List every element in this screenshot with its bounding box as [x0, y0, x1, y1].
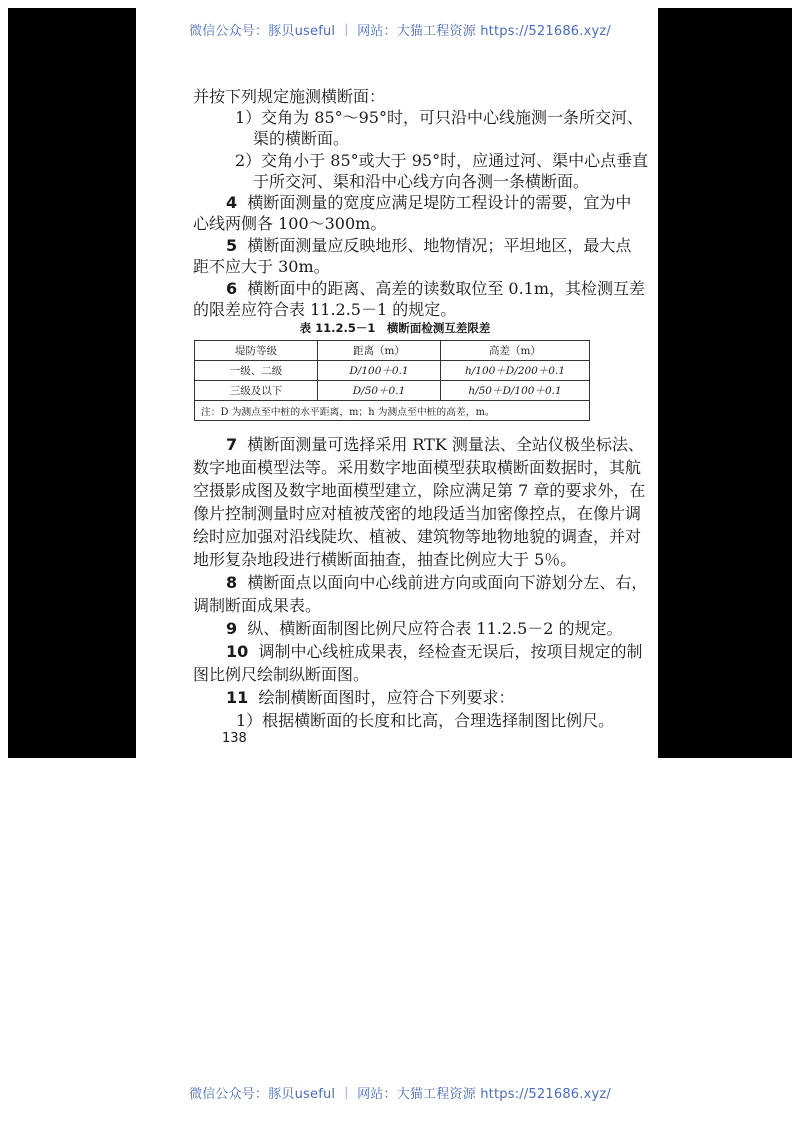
table-header-cell: 距离（m）	[318, 341, 441, 361]
text-line: 数字地面模型法等。采用数字地面模型获取横断面数据时，其航	[193, 458, 642, 477]
paragraph-number: 6	[226, 279, 238, 298]
table-header-row	[195, 341, 590, 361]
text-line: 的限差应符合表 11.2.5－1 的规定。	[193, 300, 457, 319]
watermark-top: 微信公众号：豚贝useful ｜ 网站：大猫工程资源 https://521686.xyz/	[189, 24, 611, 39]
tolerance-table	[194, 340, 590, 421]
paragraph-5	[226, 233, 631, 256]
paragraph-4	[226, 190, 631, 213]
text-line: 1）根据横断面的长度和比高，合理选择制图比例尺。	[236, 711, 615, 730]
text-line: 调制断面成果表。	[193, 596, 322, 615]
table-cell: 一级、二级	[195, 361, 318, 381]
text-line: 2）交角小于 85°或大于 95°时，应通过河、渠中心点垂直	[235, 151, 649, 170]
paragraph-9	[226, 616, 623, 639]
text-line: 横断面测量可选择采用 RTK 测量法、全站仪极坐标法、	[247, 435, 644, 454]
text-line: 渠的横断面。	[253, 129, 350, 148]
table-row	[195, 381, 590, 401]
text-line: 横断面测量的宽度应满足堤防工程设计的需要，宜为中	[247, 193, 632, 212]
paragraph-number: 10	[226, 642, 249, 661]
table-cell: D/50＋0.1	[318, 381, 441, 401]
text-line: 图比例尺绘制纵断面图。	[193, 665, 370, 684]
table-caption: 表 11.2.5－1 横断面检测互差限差	[299, 321, 491, 335]
table-cell: h/50＋D/100＋0.1	[441, 381, 590, 401]
table-note-row	[195, 401, 590, 421]
table-cell: 三级及以下	[195, 381, 318, 401]
text-line: 空摄影成图及数字地面模型建立，除应满足第 7 章的要求外，在	[193, 481, 646, 500]
paragraph-number: 4	[226, 193, 238, 212]
text-line: 纵、横断面制图比例尺应符合表 11.2.5－2 的规定。	[247, 619, 623, 638]
paragraph-number: 7	[226, 435, 238, 454]
text-line: 绘时应加强对沿线陡坎、植被、建筑物等地物地貌的调查，并对	[193, 527, 642, 546]
text-line: 调制中心线桩成果表，经检查无误后，按项目规定的制	[258, 642, 643, 661]
text-line: 横断面测量应反映地形、地物情况；平坦地区，最大点	[247, 236, 632, 255]
text-line: 距不应大于 30m。	[193, 257, 330, 276]
paragraph-number: 5	[226, 236, 238, 255]
table-cell: h/100＋D/200＋0.1	[441, 361, 590, 381]
paragraph-11	[226, 685, 514, 708]
paragraph-number: 9	[226, 619, 238, 638]
table-row	[195, 361, 590, 381]
text-line: 横断面中的距离、高差的读数取位至 0.1m，其检测互差	[247, 279, 646, 298]
text-line: 像片控制测量时应对植被茂密的地段适当加密像控点，在像片调	[193, 504, 642, 523]
watermark-bottom: 微信公众号：豚贝useful ｜ 网站：大猫工程资源 https://521686.xyz/	[189, 1087, 611, 1102]
text-line: 绘制横断面图时，应符合下列要求：	[258, 688, 515, 707]
paragraph-8	[226, 570, 647, 593]
table-header-cell: 堤防等级	[195, 341, 318, 361]
text-line: 地形复杂地段进行横断面抽查，抽查比例应大于 5％。	[193, 550, 577, 569]
paragraph-10	[226, 639, 642, 662]
text-line: 于所交河、渠和沿中心线方向各测一条横断面。	[253, 172, 590, 191]
left-black-margin	[8, 8, 136, 758]
paragraph-6	[226, 276, 645, 299]
text-line: 横断面点以面向中心线前进方向或面向下游划分左、右，	[247, 573, 648, 592]
text-line: 1）交角为 85°～95°时，可只沿中心线施测一条所交河、	[235, 108, 643, 127]
table-note: 注：D 为测点至中桩的水平距离，m；h 为测点至中桩的高差，m。	[195, 401, 590, 421]
text-line: 心线两侧各 100～300m。	[193, 214, 387, 233]
table-cell: D/100＋0.1	[318, 361, 441, 381]
paragraph-number: 8	[226, 573, 238, 592]
paragraph-7	[226, 432, 644, 455]
text-line: 并按下列规定施测横断面：	[193, 87, 386, 106]
table-header-cell: 高差（m）	[441, 341, 590, 361]
page-number: 138	[222, 731, 247, 746]
right-black-margin	[658, 8, 792, 758]
paragraph-number: 11	[226, 688, 249, 707]
